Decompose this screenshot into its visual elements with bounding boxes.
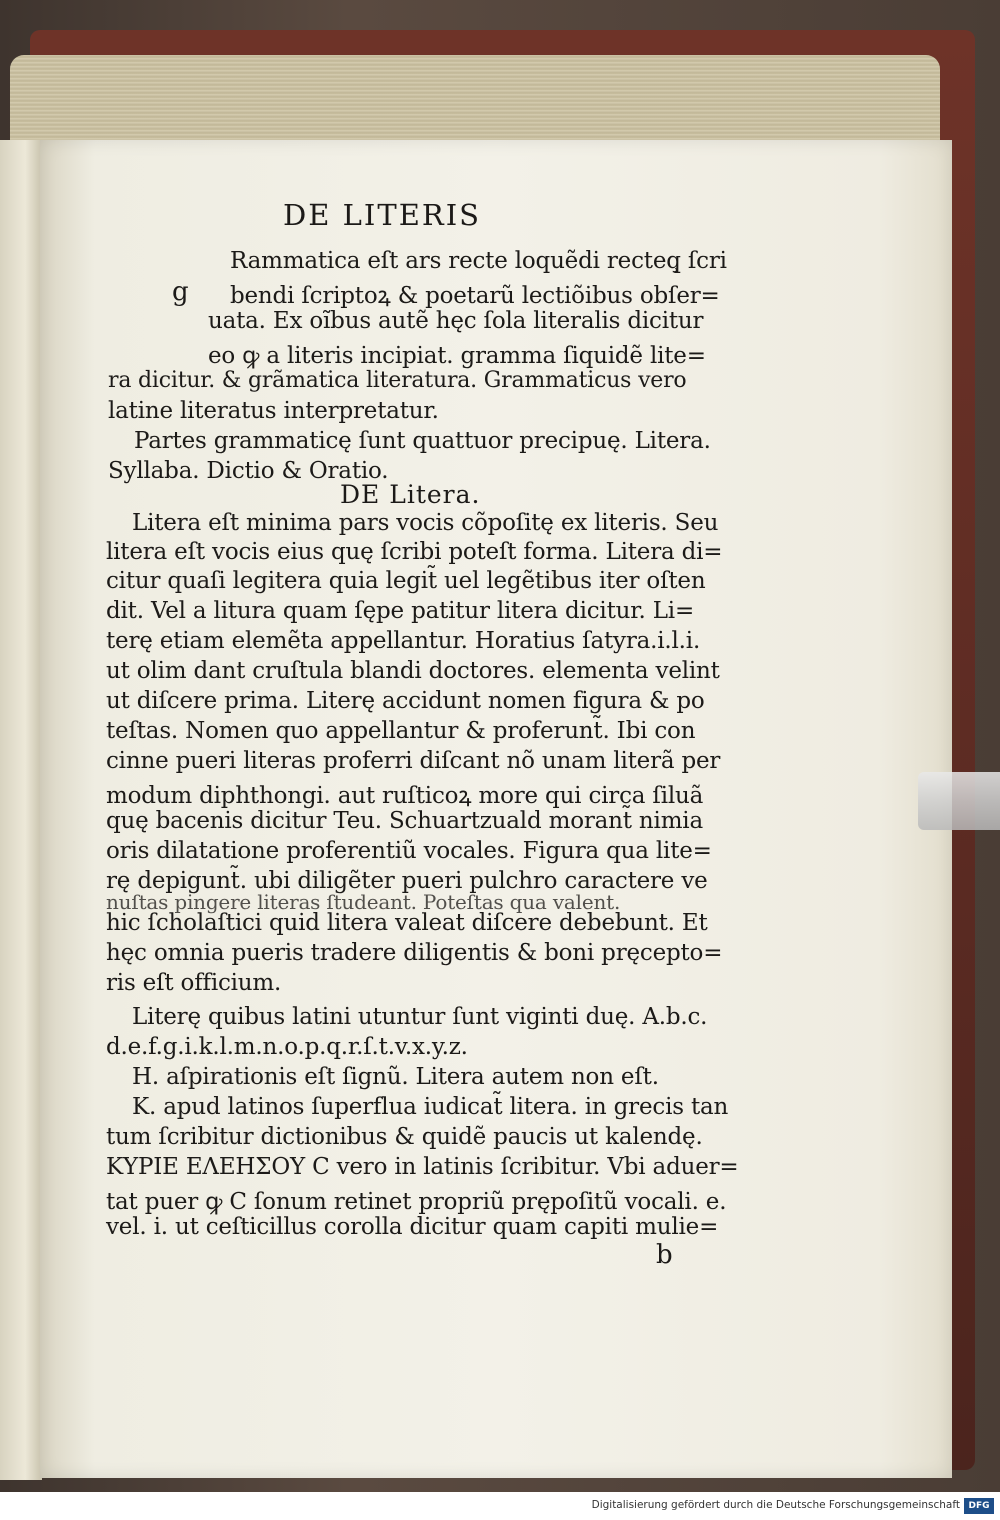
- text-line: Syllaba. Dictio & Oratio.: [108, 458, 389, 484]
- text-line: latine literatus interpretatur.: [108, 398, 439, 424]
- text-line: cinne pueri literas proferri diſcant nõ unam literã per: [106, 748, 721, 774]
- signature-mark: b: [656, 1240, 673, 1270]
- text-line: litera eſt vocis eius quę ſcribi poteſt forma. Litera di=: [106, 539, 723, 565]
- text-line: ut olim dant cruſtula blandi doctores. elementa velint: [106, 658, 720, 684]
- running-header: DE LITERIS: [283, 198, 482, 232]
- text-line: rę depigunt̃. ubi diligẽter pueri pulchro caractere ve: [106, 868, 708, 894]
- text-line: dit. Vel a litura quam ſępe patitur litera dicitur. Li=: [106, 598, 695, 624]
- text-line: citur quaſi legitera quia legit̃ uel legẽtibus iter oſten: [106, 568, 706, 594]
- text-line: uata. Ex oĩbus autẽ hęc ſola literalis dicitur: [208, 308, 704, 334]
- text-line: d.e.f.g.i.k.l.m.n.o.p.q.r.ſ.t.v.x.y.z.: [106, 1034, 468, 1060]
- text-line: ΚΥΡΙΕ ΕΛΕΗΣΟΥ C vero in latinis ſcribitur. Vbi aduer=: [106, 1154, 739, 1180]
- text-line: tum ſcribitur dictionibus & quidẽ paucis ut kalendę.: [106, 1124, 703, 1150]
- text-line: modum diphthongi. aut ruſticoꝝ more qui circa ſiluã: [106, 783, 704, 809]
- funding-credit: Digitalisierung gefördert durch die Deutsche Forschungsgemeinschaft: [591, 1499, 960, 1511]
- text-line: ut diſcere prima. Literę accidunt nomen figura & po: [106, 688, 705, 714]
- text-line: Litera eſt minima pars vocis cõpoſitę ex literis. Seu: [132, 510, 719, 536]
- text-line: terę etiam elemẽta appellantur. Horatius ſatyra.i.l.i.: [106, 628, 701, 654]
- text-line: nuſtas pingere literas ſtudeant. Poteſtas qua valent.: [106, 890, 621, 914]
- dfg-logo: DFG: [964, 1498, 994, 1514]
- text-line: bendi ſcriptoꝝ & poetarũ lectiõibus obſer=: [230, 283, 720, 309]
- text-line: Rammatica eſt ars recte loquẽdi recteq̧ ſcri: [230, 248, 727, 274]
- text-line: eo ꝙ a literis incipiat. gramma ſiquidẽ lite=: [208, 343, 706, 369]
- page-edges: [10, 55, 940, 145]
- text-line: tat puer ꝙ C ſonum retinet propriũ prępoſitũ vocali. e.: [106, 1189, 727, 1215]
- text-line: K. apud latinos ſuperflua iudicat̃ litera. in grecis tan: [132, 1094, 729, 1120]
- text-block-a: [108, 248, 758, 488]
- section-header: DE Litera.: [340, 480, 481, 509]
- text-line: Partes grammaticę ſunt quattuor precipuę. Litera.: [134, 428, 711, 454]
- text-line: quę bacenis dicitur Teu. Schuartzuald morant̃ nimia: [106, 808, 703, 834]
- text-line: ris eſt officium.: [106, 970, 282, 996]
- left-page-edge: [0, 140, 42, 1480]
- initial-letter: g: [172, 277, 189, 307]
- text-line: Literę quibus latini utuntur ſunt viginti duę. A.b.c.: [132, 1004, 708, 1030]
- text-block-b: [106, 510, 766, 1270]
- text-line: hęc omnia pueris tradere diligentis & boni pręcepto=: [106, 940, 723, 966]
- footer-bar: [0, 1496, 1000, 1520]
- text-line: H. aſpirationis eſt ſignũ. Litera autem non eſt.: [132, 1064, 659, 1090]
- text-line: vel. i. ut ceſticillus corolla dicitur quam capiti mulie=: [106, 1214, 719, 1240]
- text-line: teſtas. Nomen quo appellantur & proferunt̃. Ibi con: [106, 718, 696, 744]
- text-line: hic ſcholaſtici quid litera valeat diſcere debebunt. Et: [106, 910, 708, 936]
- text-line: ra dicitur. & grãmatica literatura. Grammaticus vero: [108, 368, 687, 393]
- text-line: oris dilatatione proferentiũ vocales. Figura qua lite=: [106, 838, 712, 864]
- page-clip: [918, 772, 1000, 830]
